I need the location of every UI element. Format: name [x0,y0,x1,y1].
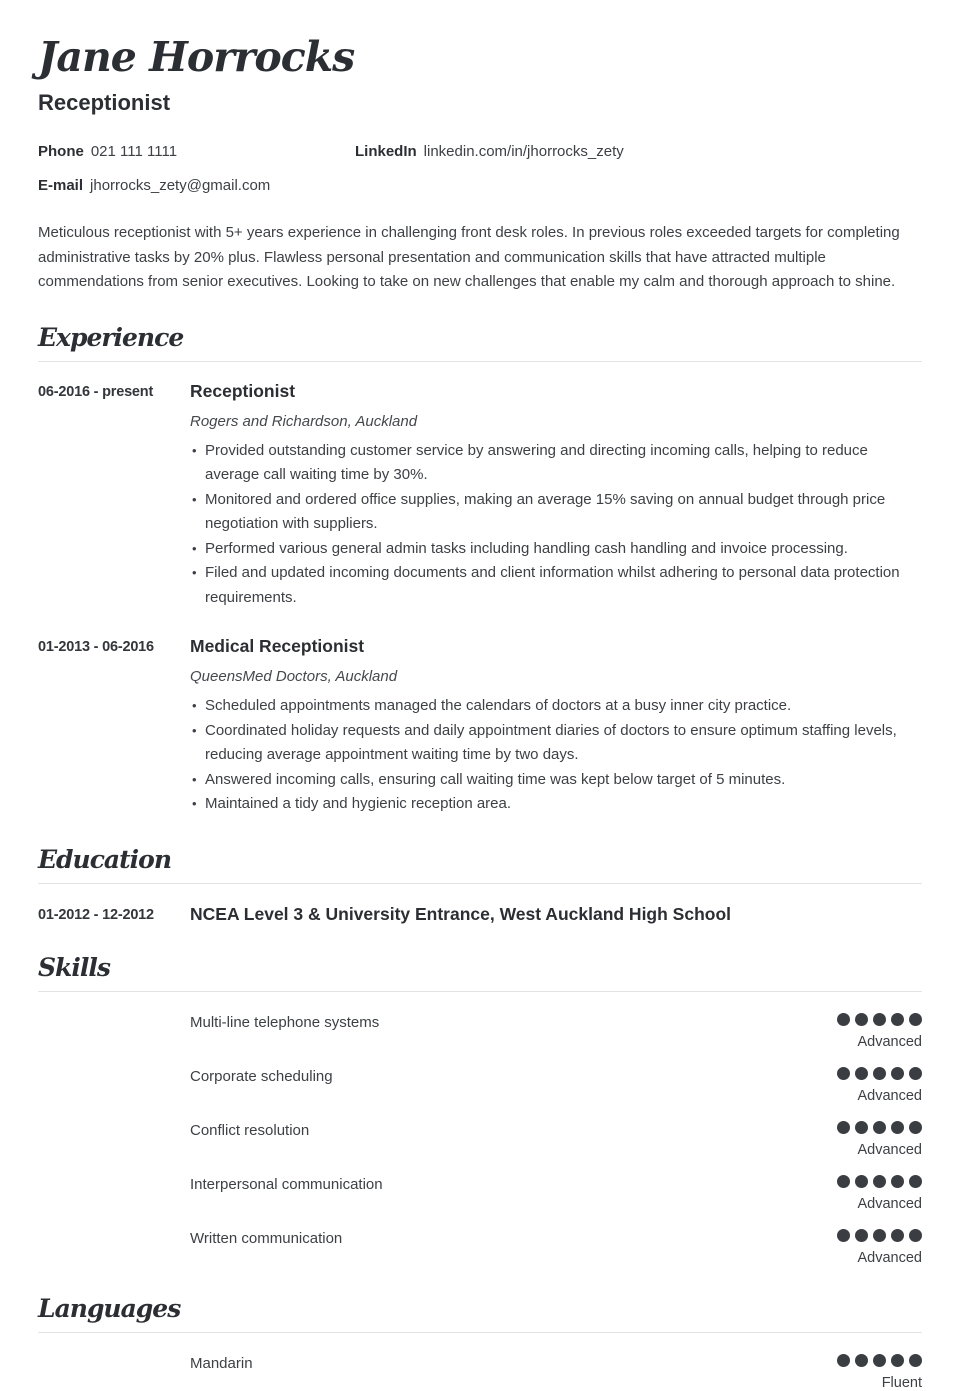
education-entries [38,884,922,925]
experience-section [38,323,922,817]
rating-name: Mandarin [190,1354,253,1372]
languages-section [38,1294,922,1391]
entry-dates: 01-2013 - 06-2016 [38,639,154,656]
rating-level-label: Advanced [857,1033,922,1050]
entry-company: Rogers and Richardson, Auckland [190,412,418,430]
contact-email [38,177,355,194]
rating-dot-icon [855,1067,868,1080]
skill-row [190,1175,922,1212]
entry-bullet: • Provided outstanding customer service by answering and directing incoming calls, helping to reduce average call waiting time by 30%. [190,439,922,488]
rating-dot-icon [855,1013,868,1026]
rating-dot-icon [891,1175,904,1188]
language-row [190,1354,922,1391]
entry-body [190,381,922,611]
rating-dot-icon [891,1229,904,1242]
rating-dots [837,1121,922,1134]
rating-dots [837,1067,922,1080]
rating-dots [837,1013,922,1026]
rating-dot-icon [855,1229,868,1242]
rating-dot-icon [873,1067,886,1080]
contact-phone [38,143,355,160]
entry-dates: 06-2016 - present [38,383,154,400]
rating-dot-icon [909,1229,922,1242]
rating-dot-icon [909,1175,922,1188]
entry-body [190,636,922,817]
entry-role: Medical Receptionist [190,636,365,657]
rating-level-label: Fluent [881,1374,922,1391]
entry-bullets [190,694,922,817]
entry-bullet: • Monitored and ordered office supplies, making an average 15% saving on annual budget through price negotiation with suppliers. [190,488,922,537]
rating-dot-icon [837,1121,850,1134]
skill-row [190,1229,922,1266]
experience-entry [38,362,922,611]
rating-value [837,1229,922,1266]
rating-dot-icon [873,1121,886,1134]
rating-name: Written communication [190,1229,343,1247]
education-section [38,845,922,925]
rating-value [837,1354,922,1391]
skill-row [190,1067,922,1104]
skill-row [190,1121,922,1158]
rating-dot-icon [909,1121,922,1134]
rating-value [837,1067,922,1104]
contact-phone-value: 021 111 1111 [90,143,178,161]
entry-bullet: • Answered incoming calls, ensuring call waiting time was kept below target of 5 minutes. [190,768,922,793]
experience-section-title: Experience [38,322,184,352]
person-name: Jane Horrocks [38,33,355,81]
rating-name: Interpersonal communication [190,1175,383,1193]
contact-email-label: E-mail [38,177,84,195]
rating-level-label: Advanced [857,1141,922,1158]
rating-dot-icon [891,1354,904,1367]
entry-degree: NCEA Level 3 & University Entrance, West Auckland High School [190,903,732,924]
rating-value [837,1013,922,1050]
education-section-title: Education [38,844,172,874]
languages-section-title: Languages [38,1293,181,1323]
rating-level-label: Advanced [857,1195,922,1212]
contact-section [38,143,922,194]
rating-dot-icon [891,1067,904,1080]
skill-row [190,1013,922,1050]
contact-email-value: jhorrocks_zety@gmail.com [90,177,271,195]
entry-dates: 01-2012 - 12-2012 [38,906,154,923]
entry-bullet: • Coordinated holiday requests and daily appointment diaries of doctors to ensure optimum staffing levels, reducing average appointment waiting time by two days. [190,719,922,768]
rating-level-label: Advanced [857,1249,922,1266]
entry-bullets [190,439,922,611]
rating-dot-icon [837,1013,850,1026]
experience-entry [38,610,922,817]
rating-dot-icon [891,1121,904,1134]
rating-dot-icon [837,1229,850,1242]
entry-role: Receptionist [190,380,296,401]
rating-value [837,1175,922,1212]
rating-dot-icon [873,1013,886,1026]
experience-entries [38,362,922,817]
rating-dot-icon [873,1175,886,1188]
rating-dots [837,1175,922,1188]
entry-bullet: • Filed and updated incoming documents and client information whilst adhering to personal data protection requirements. [190,561,922,610]
rating-name: Multi-line telephone systems [190,1013,380,1031]
contact-linkedin-label: LinkedIn [355,143,417,161]
contact-linkedin [355,143,922,160]
rating-dot-icon [909,1013,922,1026]
rating-dot-icon [837,1175,850,1188]
rating-dots [837,1229,922,1242]
rating-dot-icon [909,1354,922,1367]
entry-bullet: • Scheduled appointments managed the calendars of doctors at a busy inner city practice. [190,694,922,719]
skills-list [38,992,922,1266]
rating-level-label: Advanced [857,1087,922,1104]
rating-value [837,1121,922,1158]
languages-list [38,1333,922,1391]
entry-bullet: • Maintained a tidy and hygienic reception area. [190,792,922,817]
education-entry [38,884,922,925]
contact-linkedin-value: linkedin.com/in/jhorrocks_zety [423,143,624,161]
contact-phone-label: Phone [38,143,84,161]
rating-dot-icon [855,1121,868,1134]
entry-bullet: • Performed various general admin tasks including handling cash handling and invoice processing. [190,537,922,562]
rating-dot-icon [909,1067,922,1080]
rating-dot-icon [873,1229,886,1242]
person-job-title: Receptionist [38,90,171,116]
rating-dots [837,1354,922,1367]
rating-dot-icon [855,1354,868,1367]
rating-dot-icon [873,1354,886,1367]
rating-name: Corporate scheduling [190,1067,333,1085]
skills-section [38,953,922,1266]
skills-section-title: Skills [38,952,110,982]
rating-dot-icon [837,1067,850,1080]
entry-company: QueensMed Doctors, Auckland [190,668,398,686]
rating-dot-icon [855,1175,868,1188]
rating-dot-icon [837,1354,850,1367]
rating-name: Conflict resolution [190,1121,310,1139]
rating-dot-icon [891,1013,904,1026]
professional-summary: Meticulous receptionist with 5+ years experience in challenging front desk roles. In previous roles exceeded targets for completing administrative tasks by 20% plus. Flawless personal presentation and communication skills that have attracted multiple commendations from senior executives. Looking to take on new challenges that enable my calm and thorough approach to shine. [38,224,900,291]
